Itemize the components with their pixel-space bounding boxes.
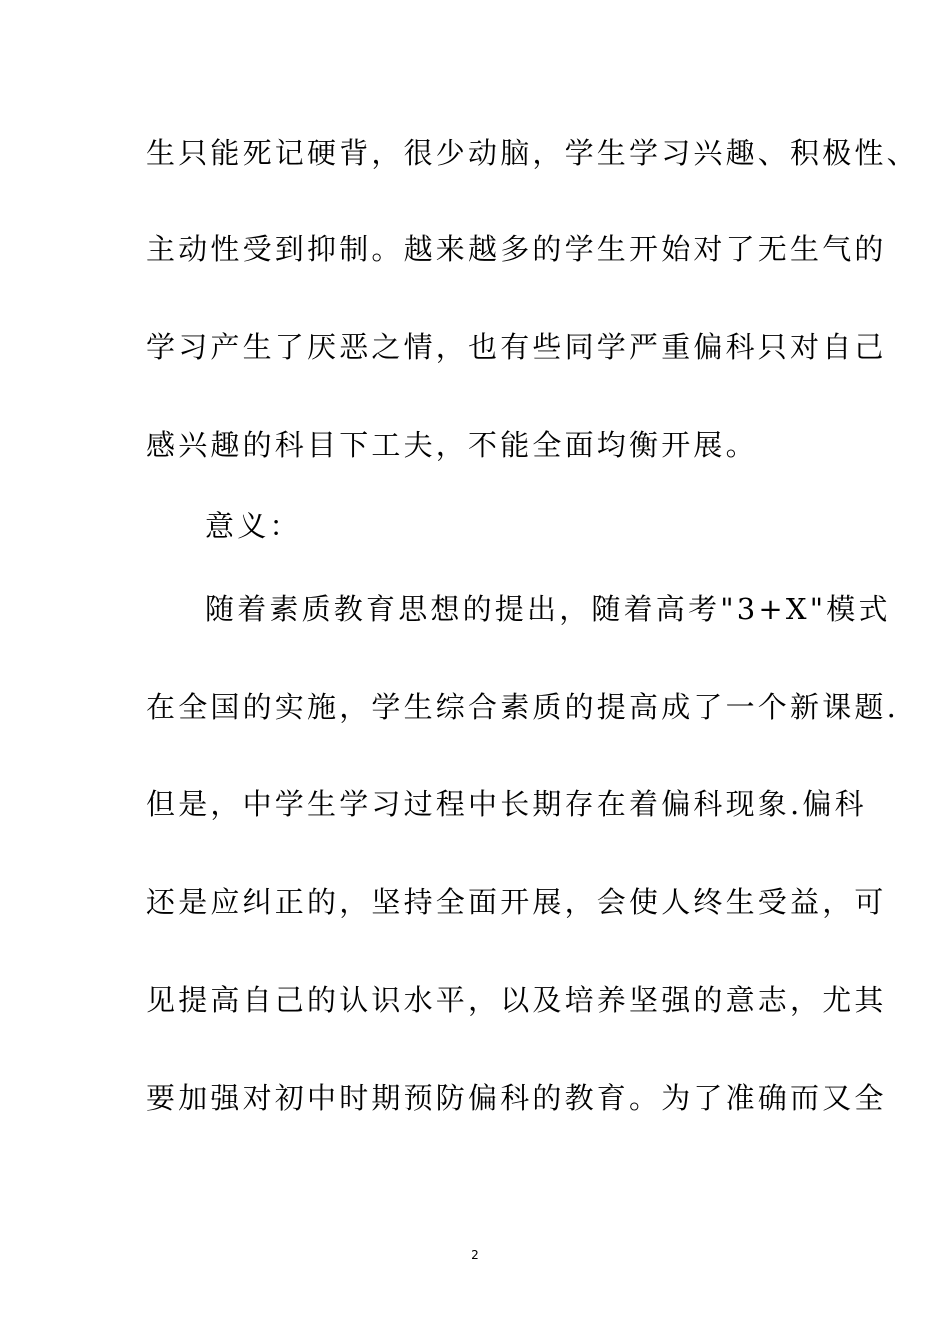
- text-line: 主动性受到抑制。越来越多的学生开始对了无生气的: [146, 232, 887, 266]
- page-number: 2: [471, 1248, 479, 1262]
- text-line: 感兴趣的科目下工夫，不能全面均衡开展。: [146, 428, 758, 462]
- text-line: 学习产生了厌恶之情，也有些同学严重偏科只对自己: [146, 330, 887, 364]
- text-line: 见提高自己的认识水平，以及培养坚强的意志，尤其: [146, 983, 887, 1017]
- text-line: 但是，中学生学习过程中长期存在着偏科现象.偏科: [146, 787, 867, 821]
- text-line: 还是应纠正的，坚持全面开展，会使人终生受益，可: [146, 885, 887, 919]
- text-line: 要加强对初中时期预防偏科的教育。为了准确而又全: [146, 1081, 887, 1115]
- text-line: 生只能死记硬背，很少动脑，学生学习兴趣、积极性、: [146, 136, 919, 170]
- text-line: 随着素质教育思想的提出，随着高考"3+X"模式: [205, 592, 891, 626]
- section-heading: 意义：: [205, 509, 302, 543]
- text-line: 在全国的实施，学生综合素质的提高成了一个新课题.: [146, 690, 900, 724]
